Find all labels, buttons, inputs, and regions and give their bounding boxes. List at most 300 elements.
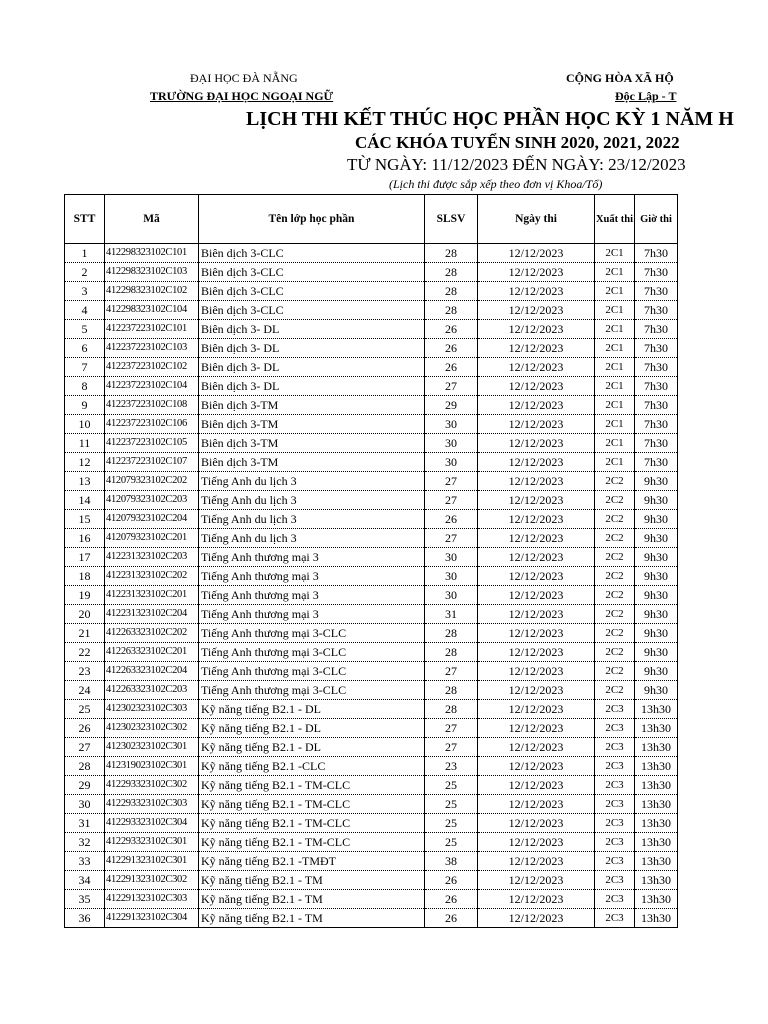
table-cell-slsv: 25 (425, 833, 478, 852)
table-cell-ma: 412231323102C202 (105, 567, 199, 586)
table-cell-xt: 2C3 (595, 852, 635, 871)
table-cell-slsv: 27 (425, 529, 478, 548)
table-cell-stt: 20 (65, 605, 105, 624)
table-header-row (65, 195, 678, 244)
column-header-ngay-thi: Ngày thi (478, 195, 595, 244)
table-cell-ten: Tiếng Anh thương mại 3 (199, 586, 425, 605)
table-cell-slsv: 31 (425, 605, 478, 624)
table-cell-ten: Tiếng Anh du lịch 3 (199, 510, 425, 529)
table-cell-xt: 2C3 (595, 700, 635, 719)
table-row (65, 586, 678, 605)
table-row (65, 605, 678, 624)
table-cell-ngay: 12/12/2023 (478, 472, 595, 491)
republic-heading: CỘNG HÒA XÃ HỘ (566, 71, 674, 85)
table-cell-xt: 2C3 (595, 890, 635, 909)
table-cell-stt: 18 (65, 567, 105, 586)
table-cell-xt: 2C1 (595, 320, 635, 339)
table-cell-xt: 2C3 (595, 909, 635, 928)
table-cell-ten: Tiếng Anh du lịch 3 (199, 491, 425, 510)
table-cell-ten: Kỹ năng tiếng B2.1 - TM-CLC (199, 814, 425, 833)
table-cell-slsv: 28 (425, 624, 478, 643)
table-cell-ma: 412231323102C201 (105, 586, 199, 605)
table-cell-stt: 13 (65, 472, 105, 491)
table-cell-ten: Tiếng Anh thương mại 3-CLC (199, 662, 425, 681)
table-cell-slsv: 25 (425, 814, 478, 833)
table-cell-gio: 9h30 (635, 681, 678, 700)
table-cell-slsv: 26 (425, 358, 478, 377)
table-row (65, 795, 678, 814)
table-cell-stt: 22 (65, 643, 105, 662)
table-cell-ngay: 12/12/2023 (478, 396, 595, 415)
table-cell-ngay: 12/12/2023 (478, 567, 595, 586)
table-cell-ngay: 12/12/2023 (478, 453, 595, 472)
table-cell-ma: 412263323102C204 (105, 662, 199, 681)
table-cell-xt: 2C2 (595, 662, 635, 681)
table-row (65, 681, 678, 700)
table-cell-ten: Biên dịch 3-CLC (199, 301, 425, 320)
table-cell-gio: 9h30 (635, 567, 678, 586)
table-cell-xt: 2C1 (595, 358, 635, 377)
table-cell-ma: 412263323102C201 (105, 643, 199, 662)
table-cell-gio: 13h30 (635, 909, 678, 928)
table-row (65, 738, 678, 757)
table-cell-stt: 29 (65, 776, 105, 795)
table-cell-ngay: 12/12/2023 (478, 776, 595, 795)
table-cell-stt: 27 (65, 738, 105, 757)
table-cell-ma: 412293323102C303 (105, 795, 199, 814)
table-cell-ngay: 12/12/2023 (478, 491, 595, 510)
table-cell-xt: 2C2 (595, 510, 635, 529)
table-cell-stt: 7 (65, 358, 105, 377)
table-cell-gio: 9h30 (635, 510, 678, 529)
table-cell-gio: 7h30 (635, 244, 678, 263)
table-cell-slsv: 28 (425, 301, 478, 320)
exam-schedule-table (64, 194, 678, 928)
table-cell-ngay: 12/12/2023 (478, 624, 595, 643)
table-cell-stt: 2 (65, 263, 105, 282)
table-cell-ten: Kỹ năng tiếng B2.1 - TM (199, 871, 425, 890)
table-cell-ten: Biên dịch 3-CLC (199, 263, 425, 282)
table-cell-ngay: 12/12/2023 (478, 415, 595, 434)
table-cell-stt: 36 (65, 909, 105, 928)
table-cell-ngay: 12/12/2023 (478, 852, 595, 871)
table-cell-ma: 412079323102C203 (105, 491, 199, 510)
table-cell-xt: 2C3 (595, 776, 635, 795)
table-cell-ten: Biên dịch 3-TM (199, 434, 425, 453)
table-cell-ngay: 12/12/2023 (478, 358, 595, 377)
table-cell-ten: Tiếng Anh thương mại 3-CLC (199, 624, 425, 643)
table-cell-gio: 9h30 (635, 529, 678, 548)
table-cell-ma: 412291323102C302 (105, 871, 199, 890)
table-cell-ten: Biên dịch 3-TM (199, 415, 425, 434)
table-row (65, 358, 678, 377)
table-cell-ma: 412237223102C102 (105, 358, 199, 377)
table-cell-ten: Tiếng Anh thương mại 3-CLC (199, 643, 425, 662)
table-cell-stt: 4 (65, 301, 105, 320)
table-cell-stt: 5 (65, 320, 105, 339)
table-cell-ten: Biên dịch 3-CLC (199, 282, 425, 301)
table-cell-stt: 32 (65, 833, 105, 852)
motto-heading: Độc Lập - T (615, 89, 677, 103)
table-row (65, 453, 678, 472)
table-cell-ma: 412237223102C103 (105, 339, 199, 358)
column-header-slsv: SLSV (425, 195, 478, 244)
table-cell-ma: 412263323102C203 (105, 681, 199, 700)
table-cell-stt: 34 (65, 871, 105, 890)
table-cell-gio: 7h30 (635, 301, 678, 320)
table-cell-gio: 7h30 (635, 453, 678, 472)
table-row (65, 700, 678, 719)
table-cell-ngay: 12/12/2023 (478, 301, 595, 320)
table-row (65, 662, 678, 681)
table-cell-ngay: 12/12/2023 (478, 339, 595, 358)
table-cell-slsv: 30 (425, 453, 478, 472)
table-cell-xt: 2C1 (595, 282, 635, 301)
table-cell-gio: 7h30 (635, 377, 678, 396)
table-cell-ngay: 12/12/2023 (478, 643, 595, 662)
table-cell-slsv: 30 (425, 586, 478, 605)
table-row (65, 320, 678, 339)
table-cell-slsv: 27 (425, 491, 478, 510)
table-cell-stt: 33 (65, 852, 105, 871)
table-cell-ten: Kỹ năng tiếng B2.1 -TMĐT (199, 852, 425, 871)
table-cell-ma: 412079323102C204 (105, 510, 199, 529)
table-cell-stt: 26 (65, 719, 105, 738)
table-row (65, 339, 678, 358)
table-cell-stt: 11 (65, 434, 105, 453)
school-name: TRƯỜNG ĐẠI HỌC NGOẠI NGỮ (150, 89, 334, 103)
table-cell-ngay: 12/12/2023 (478, 738, 595, 757)
table-cell-gio: 7h30 (635, 358, 678, 377)
table-cell-xt: 2C3 (595, 833, 635, 852)
table-cell-stt: 15 (65, 510, 105, 529)
table-row (65, 263, 678, 282)
table-cell-ten: Tiếng Anh thương mại 3 (199, 567, 425, 586)
table-cell-ma: 412302323102C302 (105, 719, 199, 738)
table-cell-slsv: 28 (425, 282, 478, 301)
table-row (65, 396, 678, 415)
table-cell-slsv: 28 (425, 263, 478, 282)
table-cell-ma: 412237223102C104 (105, 377, 199, 396)
table-cell-slsv: 28 (425, 643, 478, 662)
table-cell-ma: 412298323102C103 (105, 263, 199, 282)
table-cell-gio: 13h30 (635, 871, 678, 890)
table-cell-xt: 2C2 (595, 491, 635, 510)
table-cell-xt: 2C2 (595, 567, 635, 586)
table-cell-ma: 412291323102C303 (105, 890, 199, 909)
table-cell-xt: 2C3 (595, 871, 635, 890)
table-row (65, 491, 678, 510)
table-cell-stt: 12 (65, 453, 105, 472)
table-cell-slsv: 27 (425, 719, 478, 738)
table-cell-xt: 2C1 (595, 301, 635, 320)
table-row (65, 415, 678, 434)
table-cell-ma: 412293323102C302 (105, 776, 199, 795)
table-cell-gio: 13h30 (635, 890, 678, 909)
table-cell-stt: 1 (65, 244, 105, 263)
table-cell-xt: 2C3 (595, 719, 635, 738)
table-cell-ten: Biên dịch 3-TM (199, 453, 425, 472)
table-row (65, 814, 678, 833)
table-cell-slsv: 28 (425, 700, 478, 719)
table-cell-ma: 412302323102C301 (105, 738, 199, 757)
page-subtitle: CÁC KHÓA TUYỂN SINH 2020, 2021, 2022 (355, 133, 680, 152)
table-cell-ngay: 12/12/2023 (478, 510, 595, 529)
table-cell-stt: 19 (65, 586, 105, 605)
table-cell-ten: Biên dịch 3- DL (199, 358, 425, 377)
table-cell-ten: Tiếng Anh du lịch 3 (199, 529, 425, 548)
column-header-gio-thi: Giờ thi (635, 195, 678, 244)
table-cell-ngay: 12/12/2023 (478, 586, 595, 605)
table-row (65, 890, 678, 909)
table-row (65, 529, 678, 548)
table-cell-ngay: 12/12/2023 (478, 548, 595, 567)
table-cell-gio: 13h30 (635, 833, 678, 852)
table-cell-stt: 10 (65, 415, 105, 434)
table-cell-xt: 2C1 (595, 263, 635, 282)
table-cell-stt: 9 (65, 396, 105, 415)
table-cell-xt: 2C1 (595, 415, 635, 434)
table-row (65, 624, 678, 643)
table-cell-stt: 35 (65, 890, 105, 909)
table-cell-xt: 2C1 (595, 244, 635, 263)
column-header-stt: STT (65, 195, 105, 244)
table-row (65, 719, 678, 738)
table-cell-xt: 2C2 (595, 529, 635, 548)
table-cell-ma: 412079323102C201 (105, 529, 199, 548)
table-row (65, 909, 678, 928)
table-cell-ma: 412079323102C202 (105, 472, 199, 491)
table-cell-slsv: 27 (425, 738, 478, 757)
table-cell-ten: Tiếng Anh du lịch 3 (199, 472, 425, 491)
table-row (65, 377, 678, 396)
university-name: ĐẠI HỌC ĐÀ NẴNG (190, 71, 298, 85)
table-cell-ma: 412298323102C101 (105, 244, 199, 263)
table-cell-ma: 412237223102C106 (105, 415, 199, 434)
table-cell-ten: Biên dịch 3- DL (199, 320, 425, 339)
table-cell-slsv: 38 (425, 852, 478, 871)
table-row (65, 567, 678, 586)
table-cell-stt: 17 (65, 548, 105, 567)
table-cell-gio: 9h30 (635, 662, 678, 681)
table-cell-xt: 2C2 (595, 681, 635, 700)
table-cell-gio: 9h30 (635, 472, 678, 491)
table-cell-gio: 13h30 (635, 738, 678, 757)
table-cell-ten: Kỹ năng tiếng B2.1 - DL (199, 700, 425, 719)
table-cell-ma: 412291323102C304 (105, 909, 199, 928)
table-cell-ma: 412319023102C301 (105, 757, 199, 776)
table-cell-ngay: 12/12/2023 (478, 814, 595, 833)
table-cell-ma: 412263323102C202 (105, 624, 199, 643)
table-cell-xt: 2C1 (595, 453, 635, 472)
table-cell-xt: 2C1 (595, 339, 635, 358)
table-cell-slsv: 25 (425, 795, 478, 814)
table-cell-xt: 2C3 (595, 757, 635, 776)
table-cell-gio: 7h30 (635, 263, 678, 282)
date-range: TỪ NGÀY: 11/12/2023 ĐẾN NGÀY: 23/12/2023 (347, 155, 686, 174)
table-cell-ngay: 12/12/2023 (478, 909, 595, 928)
table-cell-ten: Kỹ năng tiếng B2.1 - TM (199, 909, 425, 928)
table-row (65, 776, 678, 795)
table-cell-ten: Kỹ năng tiếng B2.1 -CLC (199, 757, 425, 776)
table-cell-xt: 2C3 (595, 814, 635, 833)
table-cell-stt: 8 (65, 377, 105, 396)
table-cell-ten: Tiếng Anh thương mại 3 (199, 548, 425, 567)
table-cell-xt: 2C1 (595, 377, 635, 396)
table-cell-ngay: 12/12/2023 (478, 434, 595, 453)
table-cell-ma: 412231323102C204 (105, 605, 199, 624)
table-cell-ten: Biên dịch 3- DL (199, 339, 425, 358)
table-cell-gio: 9h30 (635, 491, 678, 510)
page-title: LỊCH THI KẾT THÚC HỌC PHẦN HỌC KỲ 1 NĂM H (246, 108, 734, 130)
table-row (65, 757, 678, 776)
table-cell-xt: 2C3 (595, 795, 635, 814)
table-cell-slsv: 30 (425, 434, 478, 453)
table-cell-ngay: 12/12/2023 (478, 890, 595, 909)
table-cell-gio: 13h30 (635, 852, 678, 871)
table-cell-slsv: 26 (425, 909, 478, 928)
table-cell-xt: 2C2 (595, 643, 635, 662)
table-cell-ten: Tiếng Anh thương mại 3-CLC (199, 681, 425, 700)
table-cell-ma: 412231323102C203 (105, 548, 199, 567)
table-cell-ngay: 12/12/2023 (478, 795, 595, 814)
table-cell-gio: 9h30 (635, 624, 678, 643)
table-cell-gio: 9h30 (635, 548, 678, 567)
column-header-ten-lop: Tên lớp học phần (199, 195, 425, 244)
table-cell-slsv: 30 (425, 567, 478, 586)
table-cell-xt: 2C1 (595, 434, 635, 453)
table-cell-slsv: 26 (425, 871, 478, 890)
table-cell-slsv: 30 (425, 548, 478, 567)
table-cell-slsv: 26 (425, 320, 478, 339)
table-cell-xt: 2C2 (595, 472, 635, 491)
table-cell-ngay: 12/12/2023 (478, 871, 595, 890)
table-cell-stt: 16 (65, 529, 105, 548)
table-row (65, 871, 678, 890)
table-cell-ngay: 12/12/2023 (478, 719, 595, 738)
table-cell-ma: 412298323102C102 (105, 282, 199, 301)
schedule-note: (Lịch thi được sắp xếp theo đơn vị Khoa/Tổ) (389, 177, 603, 191)
table-cell-ten: Kỹ năng tiếng B2.1 - TM-CLC (199, 795, 425, 814)
table-cell-slsv: 30 (425, 415, 478, 434)
table-cell-ngay: 12/12/2023 (478, 662, 595, 681)
table-cell-ma: 412237223102C108 (105, 396, 199, 415)
table-cell-gio: 13h30 (635, 814, 678, 833)
table-cell-gio: 7h30 (635, 282, 678, 301)
column-header-ma: Mã (105, 195, 199, 244)
table-cell-stt: 25 (65, 700, 105, 719)
table-cell-gio: 7h30 (635, 415, 678, 434)
table-cell-gio: 13h30 (635, 757, 678, 776)
table-cell-ten: Kỹ năng tiếng B2.1 - TM (199, 890, 425, 909)
table-cell-gio: 7h30 (635, 396, 678, 415)
table-cell-ma: 412237223102C105 (105, 434, 199, 453)
table-cell-xt: 2C2 (595, 586, 635, 605)
table-cell-gio: 7h30 (635, 339, 678, 358)
table-cell-xt: 2C2 (595, 548, 635, 567)
table-cell-ngay: 12/12/2023 (478, 700, 595, 719)
table-cell-stt: 31 (65, 814, 105, 833)
table-cell-gio: 13h30 (635, 795, 678, 814)
table-cell-ten: Tiếng Anh thương mại 3 (199, 605, 425, 624)
table-cell-gio: 13h30 (635, 719, 678, 738)
table-cell-slsv: 26 (425, 510, 478, 529)
table-cell-ngay: 12/12/2023 (478, 529, 595, 548)
table-cell-stt: 24 (65, 681, 105, 700)
table-cell-gio: 9h30 (635, 605, 678, 624)
table-cell-stt: 14 (65, 491, 105, 510)
table-cell-ngay: 12/12/2023 (478, 377, 595, 396)
table-cell-ma: 412293323102C304 (105, 814, 199, 833)
table-cell-stt: 30 (65, 795, 105, 814)
table-cell-ngay: 12/12/2023 (478, 757, 595, 776)
table-cell-xt: 2C1 (595, 396, 635, 415)
table-cell-slsv: 29 (425, 396, 478, 415)
table-row (65, 510, 678, 529)
table-row (65, 244, 678, 263)
table-cell-stt: 23 (65, 662, 105, 681)
table-cell-xt: 2C2 (595, 624, 635, 643)
table-cell-ma: 412302323102C303 (105, 700, 199, 719)
table-cell-ma: 412237223102C107 (105, 453, 199, 472)
table-cell-ten: Kỹ năng tiếng B2.1 - DL (199, 738, 425, 757)
table-cell-ngay: 12/12/2023 (478, 282, 595, 301)
table-cell-gio: 9h30 (635, 586, 678, 605)
table-cell-gio: 7h30 (635, 434, 678, 453)
table-cell-ten: Biên dịch 3-CLC (199, 244, 425, 263)
table-cell-ma: 412291323102C301 (105, 852, 199, 871)
column-header-xuat-thi: Xuất thi (595, 195, 635, 244)
table-cell-ngay: 12/12/2023 (478, 605, 595, 624)
table-cell-ngay: 12/12/2023 (478, 833, 595, 852)
table-cell-ten: Biên dịch 3-TM (199, 396, 425, 415)
table-cell-slsv: 28 (425, 244, 478, 263)
table-cell-ma: 412293323102C301 (105, 833, 199, 852)
table-cell-stt: 6 (65, 339, 105, 358)
table-row (65, 434, 678, 453)
table-row (65, 643, 678, 662)
table-cell-gio: 7h30 (635, 320, 678, 339)
table-cell-gio: 13h30 (635, 700, 678, 719)
table-cell-gio: 9h30 (635, 643, 678, 662)
table-row (65, 301, 678, 320)
table-row (65, 548, 678, 567)
table-cell-xt: 2C3 (595, 738, 635, 757)
table-cell-ten: Kỹ năng tiếng B2.1 - TM-CLC (199, 833, 425, 852)
table-cell-slsv: 26 (425, 339, 478, 358)
table-cell-stt: 21 (65, 624, 105, 643)
table-cell-slsv: 27 (425, 472, 478, 491)
table-cell-slsv: 23 (425, 757, 478, 776)
table-cell-ten: Biên dịch 3- DL (199, 377, 425, 396)
table-cell-slsv: 27 (425, 662, 478, 681)
table-cell-ma: 412298323102C104 (105, 301, 199, 320)
table-row (65, 472, 678, 491)
table-cell-slsv: 25 (425, 776, 478, 795)
table-cell-xt: 2C2 (595, 605, 635, 624)
table-row (65, 833, 678, 852)
table-cell-gio: 13h30 (635, 776, 678, 795)
table-cell-ngay: 12/12/2023 (478, 244, 595, 263)
table-cell-ngay: 12/12/2023 (478, 681, 595, 700)
table-cell-ngay: 12/12/2023 (478, 263, 595, 282)
table-cell-slsv: 27 (425, 377, 478, 396)
table-cell-slsv: 28 (425, 681, 478, 700)
table-cell-slsv: 26 (425, 890, 478, 909)
table-cell-stt: 28 (65, 757, 105, 776)
table-cell-ngay: 12/12/2023 (478, 320, 595, 339)
table-row (65, 282, 678, 301)
